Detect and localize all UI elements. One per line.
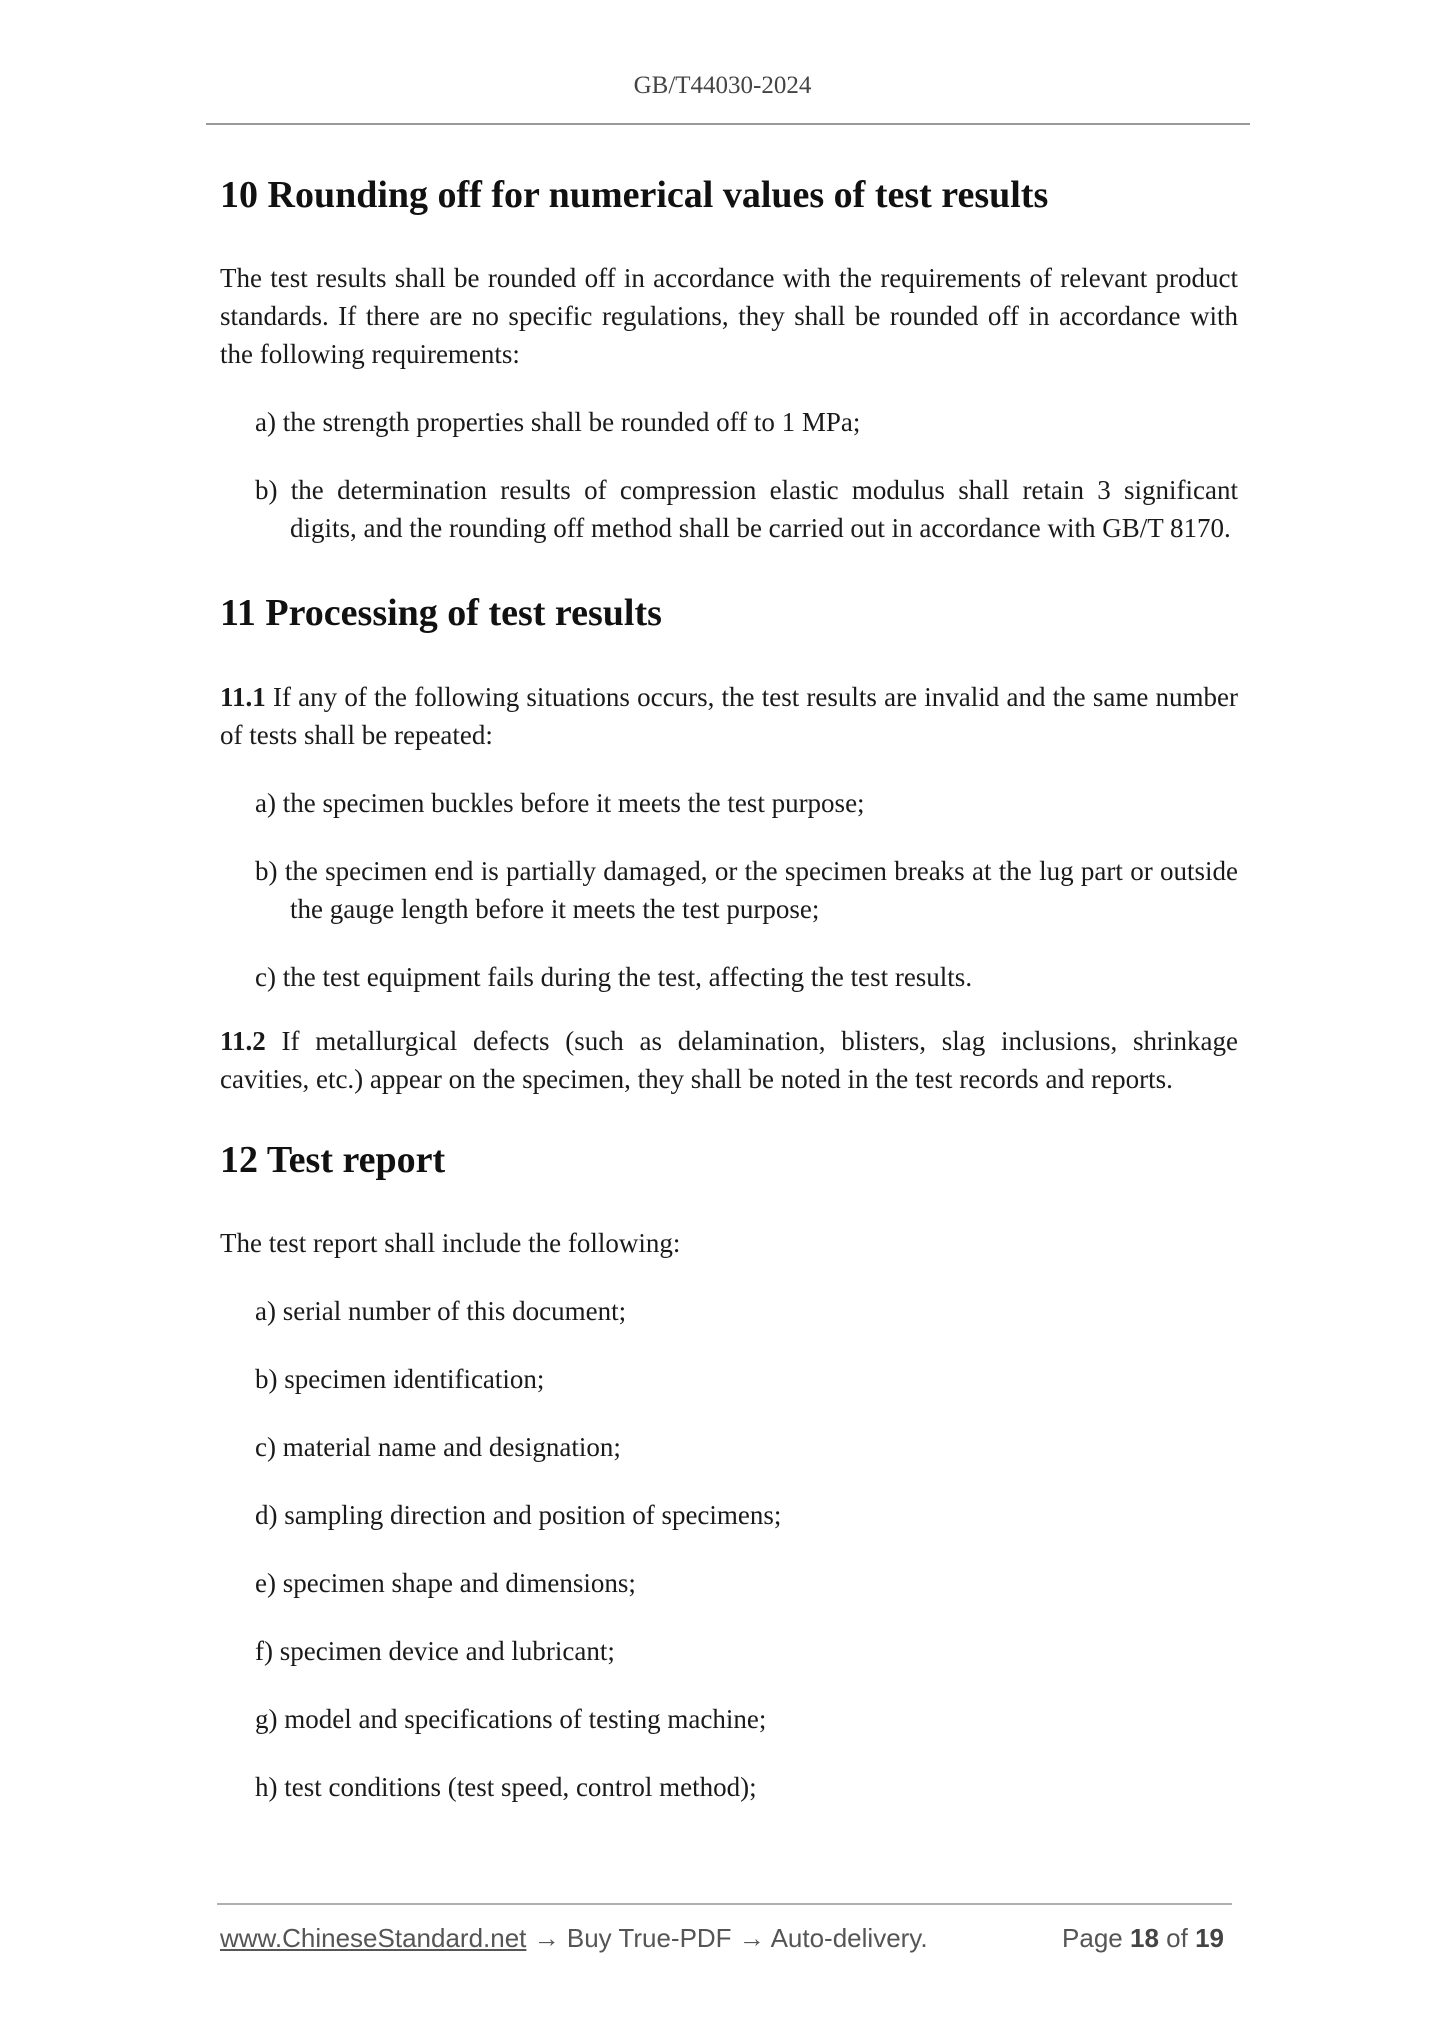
list-marker: e)	[255, 1567, 276, 1598]
list-item	[220, 1496, 1238, 1534]
list-item-text: material name and designation;	[282, 1431, 621, 1462]
section-10-intro: The test results shall be rounded off in accordance with the requirements of relevant product standards. If there are no specific regulations, they shall be rounded off in accordance with the following requirements:	[220, 262, 1238, 369]
page-number	[1062, 1923, 1224, 1954]
list-item-text: specimen identification;	[284, 1363, 545, 1394]
list-item-text: specimen shape and dimensions;	[282, 1567, 636, 1598]
of-label: of	[1166, 1923, 1188, 1953]
clause-text: If metallurgical defects (such as delamination, blisters, slag inclusions, shrinkage cavities, etc.) appear on the specimen, they shall be noted in the test records and reports.	[220, 1026, 1239, 1095]
list-marker: g)	[255, 1703, 278, 1734]
list-item-text: the strength properties shall be rounded off to 1 MPa;	[282, 406, 861, 437]
list-item	[220, 1564, 1238, 1602]
section-11-heading: 11 Processing of test results	[220, 591, 662, 634]
list-item-text: sampling direction and position of specimens;	[284, 1499, 782, 1530]
clause-number: 11.2	[220, 1026, 266, 1057]
section-10-heading: 10 Rounding off for numerical values of test results	[220, 174, 1049, 216]
page-label: Page	[1062, 1923, 1123, 1953]
header-divider	[206, 123, 1250, 125]
list-item	[220, 784, 1238, 822]
list-item	[220, 1700, 1238, 1738]
document-code-header: GB/T44030-2024	[633, 72, 812, 99]
footer-promo-text: → Buy True-PDF → Auto-delivery.	[526, 1923, 928, 1953]
website-link[interactable]: www.ChineseStandard.net	[220, 1923, 527, 1953]
footer-promo	[220, 1923, 928, 1954]
list-item-text: model and specifications of testing machine;	[284, 1703, 767, 1734]
list-item-text: the specimen buckles before it meets the test purpose;	[282, 788, 865, 819]
list-marker: a)	[255, 1295, 276, 1326]
list-marker: f)	[255, 1635, 273, 1666]
list-item	[220, 1632, 1238, 1670]
list-item	[220, 1360, 1238, 1398]
list-item	[220, 1428, 1238, 1466]
list-item	[220, 1292, 1238, 1330]
page-footer	[220, 1923, 1232, 1963]
page-current: 18	[1130, 1923, 1159, 1953]
list-item	[220, 852, 1238, 928]
list-marker: h)	[255, 1771, 278, 1802]
clause-11-1	[220, 678, 1238, 754]
list-item-text: test conditions (test speed, control method);	[284, 1771, 757, 1802]
list-item	[220, 471, 1238, 547]
section-12-heading: 12 Test report	[220, 1139, 446, 1182]
clause-text: If any of the following situations occurs, the test results are invalid and the same number of tests shall be repeated:	[220, 682, 1239, 751]
list-item	[220, 1768, 1238, 1806]
page-content	[220, 163, 1238, 1806]
list-item-text: specimen device and lubricant;	[279, 1635, 615, 1666]
list-item-text: the specimen end is partially damaged, or the specimen breaks at the lug part or outside the gauge length before it meets the test purpose;	[284, 856, 1239, 925]
clause-11-2	[220, 1022, 1238, 1098]
clause-11-1-list	[220, 784, 1238, 996]
list-marker: a)	[255, 406, 276, 437]
list-marker: c)	[255, 1431, 276, 1462]
section-12-list	[220, 1292, 1238, 1806]
list-item	[220, 958, 1238, 996]
list-item-text: serial number of this document;	[282, 1295, 627, 1326]
section-10-list	[220, 403, 1238, 547]
list-marker: a)	[255, 788, 276, 819]
list-marker: c)	[255, 962, 276, 993]
footer-divider	[217, 1903, 1232, 1905]
page-total: 19	[1195, 1923, 1224, 1953]
list-marker: b)	[255, 1363, 278, 1394]
list-item-text: the determination results of compression elastic modulus shall retain 3 significant digits, and the rounding off method shall be carried out in accordance with GB/T 8170.	[290, 474, 1238, 543]
list-item	[220, 403, 1238, 441]
list-item-text: the test equipment fails during the test, affecting the test results.	[282, 962, 973, 993]
list-marker: b)	[255, 856, 278, 887]
list-marker: b)	[255, 474, 278, 505]
clause-number: 11.1	[220, 682, 266, 713]
section-12-intro: The test report shall include the following:	[220, 1227, 681, 1258]
list-marker: d)	[255, 1499, 278, 1530]
